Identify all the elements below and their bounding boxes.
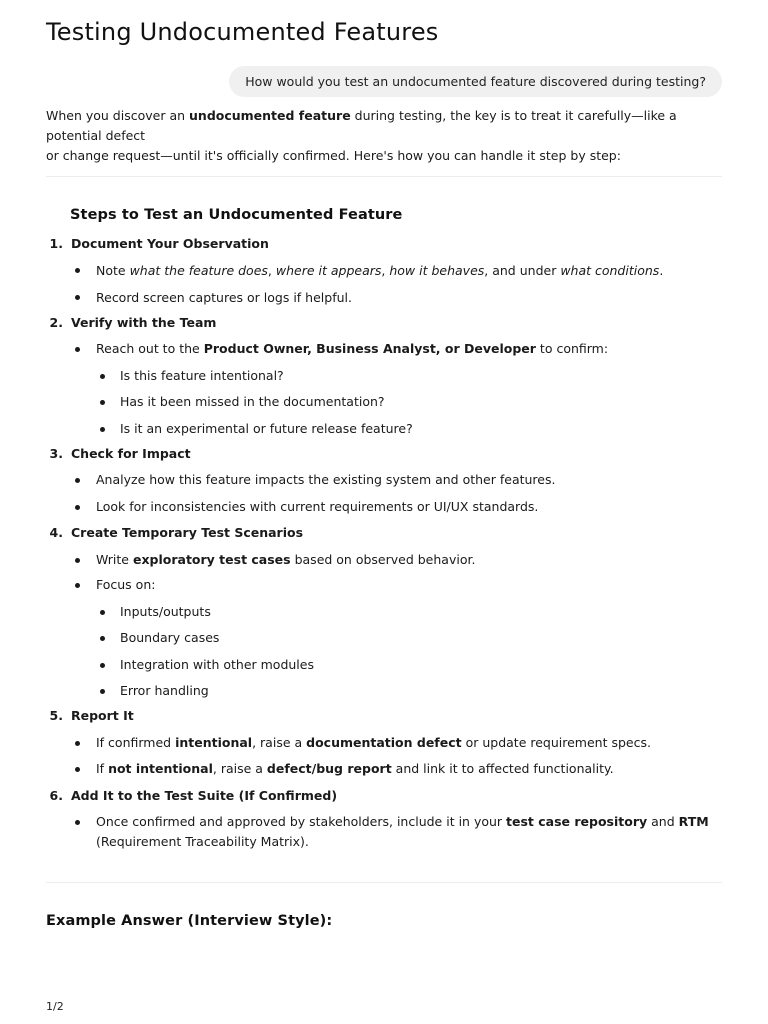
bullet-dot xyxy=(75,295,80,300)
step-title: Document Your Observation xyxy=(71,236,269,251)
page-number: 1/2 xyxy=(46,1000,64,1013)
bullet-dot xyxy=(75,558,80,563)
sub-bullet-text: Integration with other modules xyxy=(120,657,314,672)
step-number: 1. xyxy=(49,236,63,251)
sub-bullet-dot xyxy=(100,610,105,615)
divider xyxy=(46,882,722,883)
bullet-text: Focus on: xyxy=(96,577,156,592)
sub-bullet-text: Is this feature intentional? xyxy=(120,368,284,383)
bullet-text: Once confirmed and approved by stakeholders, include it in your test case repository and RTM xyxy=(96,814,709,829)
sub-bullet-text: Inputs/outputs xyxy=(120,604,211,619)
step-title: Check for Impact xyxy=(71,446,191,461)
bullet-dot xyxy=(75,505,80,510)
sub-bullet-dot xyxy=(100,663,105,668)
example-heading: Example Answer (Interview Style): xyxy=(46,913,333,929)
sub-bullet-dot xyxy=(100,400,105,405)
bullet-dot xyxy=(75,767,80,772)
sub-bullet-dot xyxy=(100,636,105,641)
sub-bullet-dot xyxy=(100,374,105,379)
step-number: 5. xyxy=(49,708,63,723)
bullet-text: Look for inconsistencies with current requirements or UI/UX standards. xyxy=(96,499,539,514)
step-title: Report It xyxy=(71,708,134,723)
sub-bullet-text: Is it an experimental or future release feature? xyxy=(120,421,413,436)
bullet-text: Record screen captures or logs if helpful. xyxy=(96,290,352,305)
step-number: 6. xyxy=(49,788,63,803)
step-number: 4. xyxy=(49,525,63,540)
bullet-text: If not intentional, raise a defect/bug report and link it to affected functionality. xyxy=(96,761,614,776)
bullet-text-continuation: (Requirement Traceability Matrix). xyxy=(96,834,309,849)
intro-bold: undocumented feature xyxy=(189,108,351,123)
bullet-dot xyxy=(75,741,80,746)
bullet-text: Write exploratory test cases based on observed behavior. xyxy=(96,552,476,567)
sub-bullet-text: Boundary cases xyxy=(120,630,220,645)
bullet-text: Reach out to the Product Owner, Business Analyst, or Developer to confirm: xyxy=(96,341,609,356)
bullet-dot xyxy=(75,583,80,588)
bullet-dot xyxy=(75,268,80,273)
bullet-text: Note what the feature does, where it appears, how it behaves, and under what conditions. xyxy=(96,263,664,278)
sub-bullet-text: Has it been missed in the documentation? xyxy=(120,394,385,409)
step-title: Verify with the Team xyxy=(71,315,217,330)
step-title: Create Temporary Test Scenarios xyxy=(71,525,304,540)
user-question-bubble: How would you test an undocumented feature discovered during testing? xyxy=(229,66,722,97)
steps-heading: Steps to Test an Undocumented Feature xyxy=(70,207,403,223)
step-number: 3. xyxy=(49,446,63,461)
bullet-text: If confirmed intentional, raise a documentation defect or update requirement specs. xyxy=(96,735,651,750)
step-title: Add It to the Test Suite (If Confirmed) xyxy=(71,788,338,803)
sub-bullet-text: Error handling xyxy=(120,683,209,698)
divider xyxy=(46,176,722,177)
page-title: Testing Undocumented Features xyxy=(46,18,439,46)
bullet-text: Analyze how this feature impacts the existing system and other features. xyxy=(96,472,556,487)
intro-paragraph: When you discover an undocumented feature during testing, the key is to treat it carefully—like a potential defect or change request—until it's officially confirmed. Here's how you can handle it step by step: xyxy=(46,108,677,163)
step-number: 2. xyxy=(49,315,63,330)
sub-bullet-dot xyxy=(100,689,105,694)
bullet-dot xyxy=(75,347,80,352)
bullet-dot xyxy=(75,820,80,825)
sub-bullet-dot xyxy=(100,427,105,432)
bullet-dot xyxy=(75,478,80,483)
